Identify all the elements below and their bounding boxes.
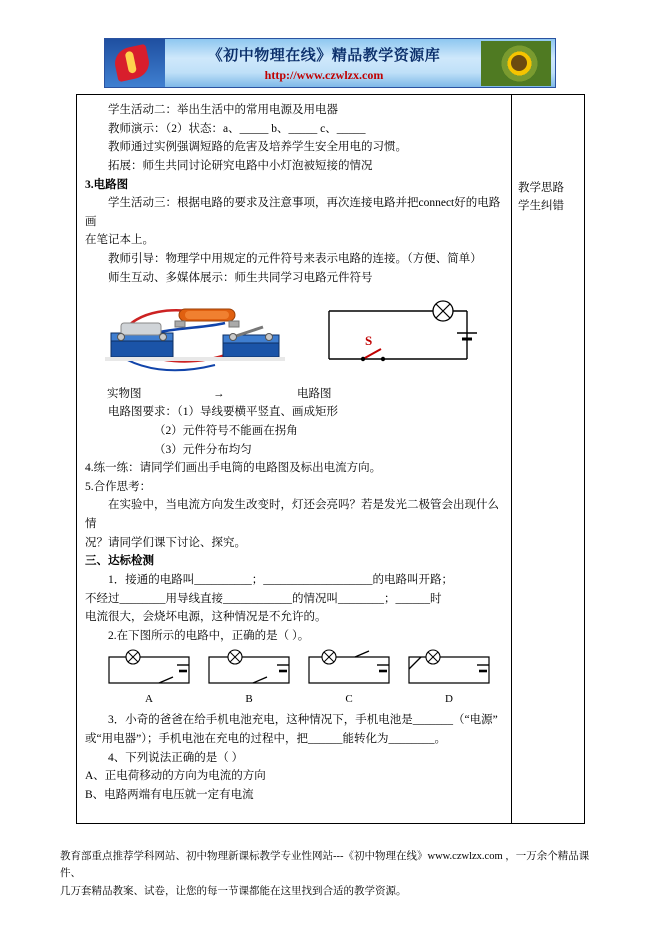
notes-column	[512, 95, 585, 823]
caption-real-circuit: 实物图	[107, 388, 142, 401]
quiz-label-d: D	[445, 693, 453, 706]
banner-url: http://www.czwlzx.com	[264, 68, 384, 82]
notes-teaching-thread: 教学思路	[518, 182, 564, 194]
svg-text:S: S	[365, 333, 373, 349]
sunflower-icon	[481, 41, 551, 86]
caption-arrow: →	[213, 388, 225, 401]
requirement-2: （2）元件符号不能画在拐角	[154, 424, 298, 437]
activity-two-line: 学生活动二：举出生活中的常用电源及用电器	[108, 104, 338, 116]
question-1-line1: 1．接通的电路叫__________；___________________的电路叫开路；	[108, 573, 453, 586]
banner-left-block	[105, 39, 165, 87]
teacher-demo-line: 教师演示：（2）状态：a、_____ b、_____ c、_____	[108, 122, 366, 135]
cooperate-body-line1: 在实验中，当电流方向发生改变时，灯还会亮吗？若是发光二极管会出现什么情	[85, 499, 499, 530]
question-2: 2.在下图所示的电路中，正确的是（ ）。	[108, 629, 310, 642]
teacher-guide-line: 教师引导：物理学中用规定的元件符号来表示电路的连接。（方便、简单）	[108, 253, 482, 265]
safety-habit-line: 教师通过实例强调短路的危害及培养学生安全用电的习惯。	[108, 141, 407, 154]
section-heading-circuit-diagram: 3.电路图	[85, 178, 129, 191]
footer-line-1: 教育部重点推荐学科网站、初中物理新课标教学专业性网站---《初中物理在线》www.czwlzx.com ，一万余个精品课件、	[60, 851, 590, 880]
question-4: 4、下列说法正确的是（ ）	[108, 751, 244, 764]
extension-line: 拓展：师生共同讨论研究电路中小灯泡被短接的情况	[108, 159, 373, 172]
figure-captions-row	[85, 385, 503, 403]
circuit-schematic-diagram	[317, 295, 495, 375]
lesson-plan-table	[76, 94, 585, 824]
page-footer	[60, 848, 605, 900]
quiz-circuit-a	[103, 649, 195, 706]
question-4-option-b: B、电路两端有电压就一定有电流	[85, 788, 254, 801]
requirements-title: 电路图要求：（1）导线要横平竖直、画成矩形	[108, 406, 338, 419]
cooperate-body-line2: 况？请同学们课下讨论、探究。	[85, 536, 246, 549]
quiz-label-a: A	[145, 693, 153, 706]
question-1-line3: 电流很大，会烧坏电源，这种情况是不允许的。	[85, 611, 327, 624]
footer-line-2: 几万套精品教案、试卷，让您的每一节课都能在这里找到合适的教学资源。	[60, 885, 407, 897]
banner-title: 《初中物理在线》精品教学资源库	[207, 48, 441, 64]
quiz-circuit-b	[203, 649, 295, 706]
activity-three-line2: 在笔记本上。	[85, 234, 154, 247]
quiz-label-c: C	[345, 693, 353, 706]
question-1-line2: 不经过________用导线直接____________的情况叫________；______时	[85, 592, 442, 605]
question-3-line1: 3．小奇的爸爸在给手机电池充电，这种情况下，手机电池是_______（“电源”	[108, 714, 498, 727]
quiz-circuits-row	[85, 649, 503, 707]
question-3-line2: 或“用电器”）；手机电池在充电的过程中，把______能转化为________。	[85, 733, 446, 745]
real-circuit-photo	[105, 293, 285, 379]
quiz-circuit-c	[303, 649, 395, 706]
site-banner	[104, 38, 556, 88]
caption-circuit-diagram: 电路图	[297, 388, 332, 401]
activity-three-line1: 学生活动三：根据电路的要求及注意事项，再次连接电路并把connect好的电路画	[85, 197, 501, 228]
question-4-option-a: A、正电荷移动的方向为电流的方向	[85, 770, 266, 783]
practice-line: 4.练一练：请同学们画出手电筒的电路图及标出电流方向。	[85, 462, 382, 475]
sunflower-center	[511, 55, 527, 71]
banner-text-block	[169, 44, 479, 83]
lesson-content-column	[77, 95, 512, 823]
quiz-label-b: B	[245, 693, 253, 706]
quiz-circuit-d	[403, 649, 495, 706]
test-heading: 三、达标检测	[85, 555, 154, 568]
figures-row	[85, 291, 503, 383]
teacher-student-interaction-line: 师生互动、多媒体展示：师生共同学习电路元件符号	[108, 271, 373, 284]
flame-logo-icon	[112, 44, 152, 82]
cooperate-heading: 5.合作思考：	[85, 480, 152, 493]
requirement-3: （3）元件分布均匀	[154, 443, 252, 456]
notes-student-corrections: 学生纠错	[518, 200, 564, 213]
